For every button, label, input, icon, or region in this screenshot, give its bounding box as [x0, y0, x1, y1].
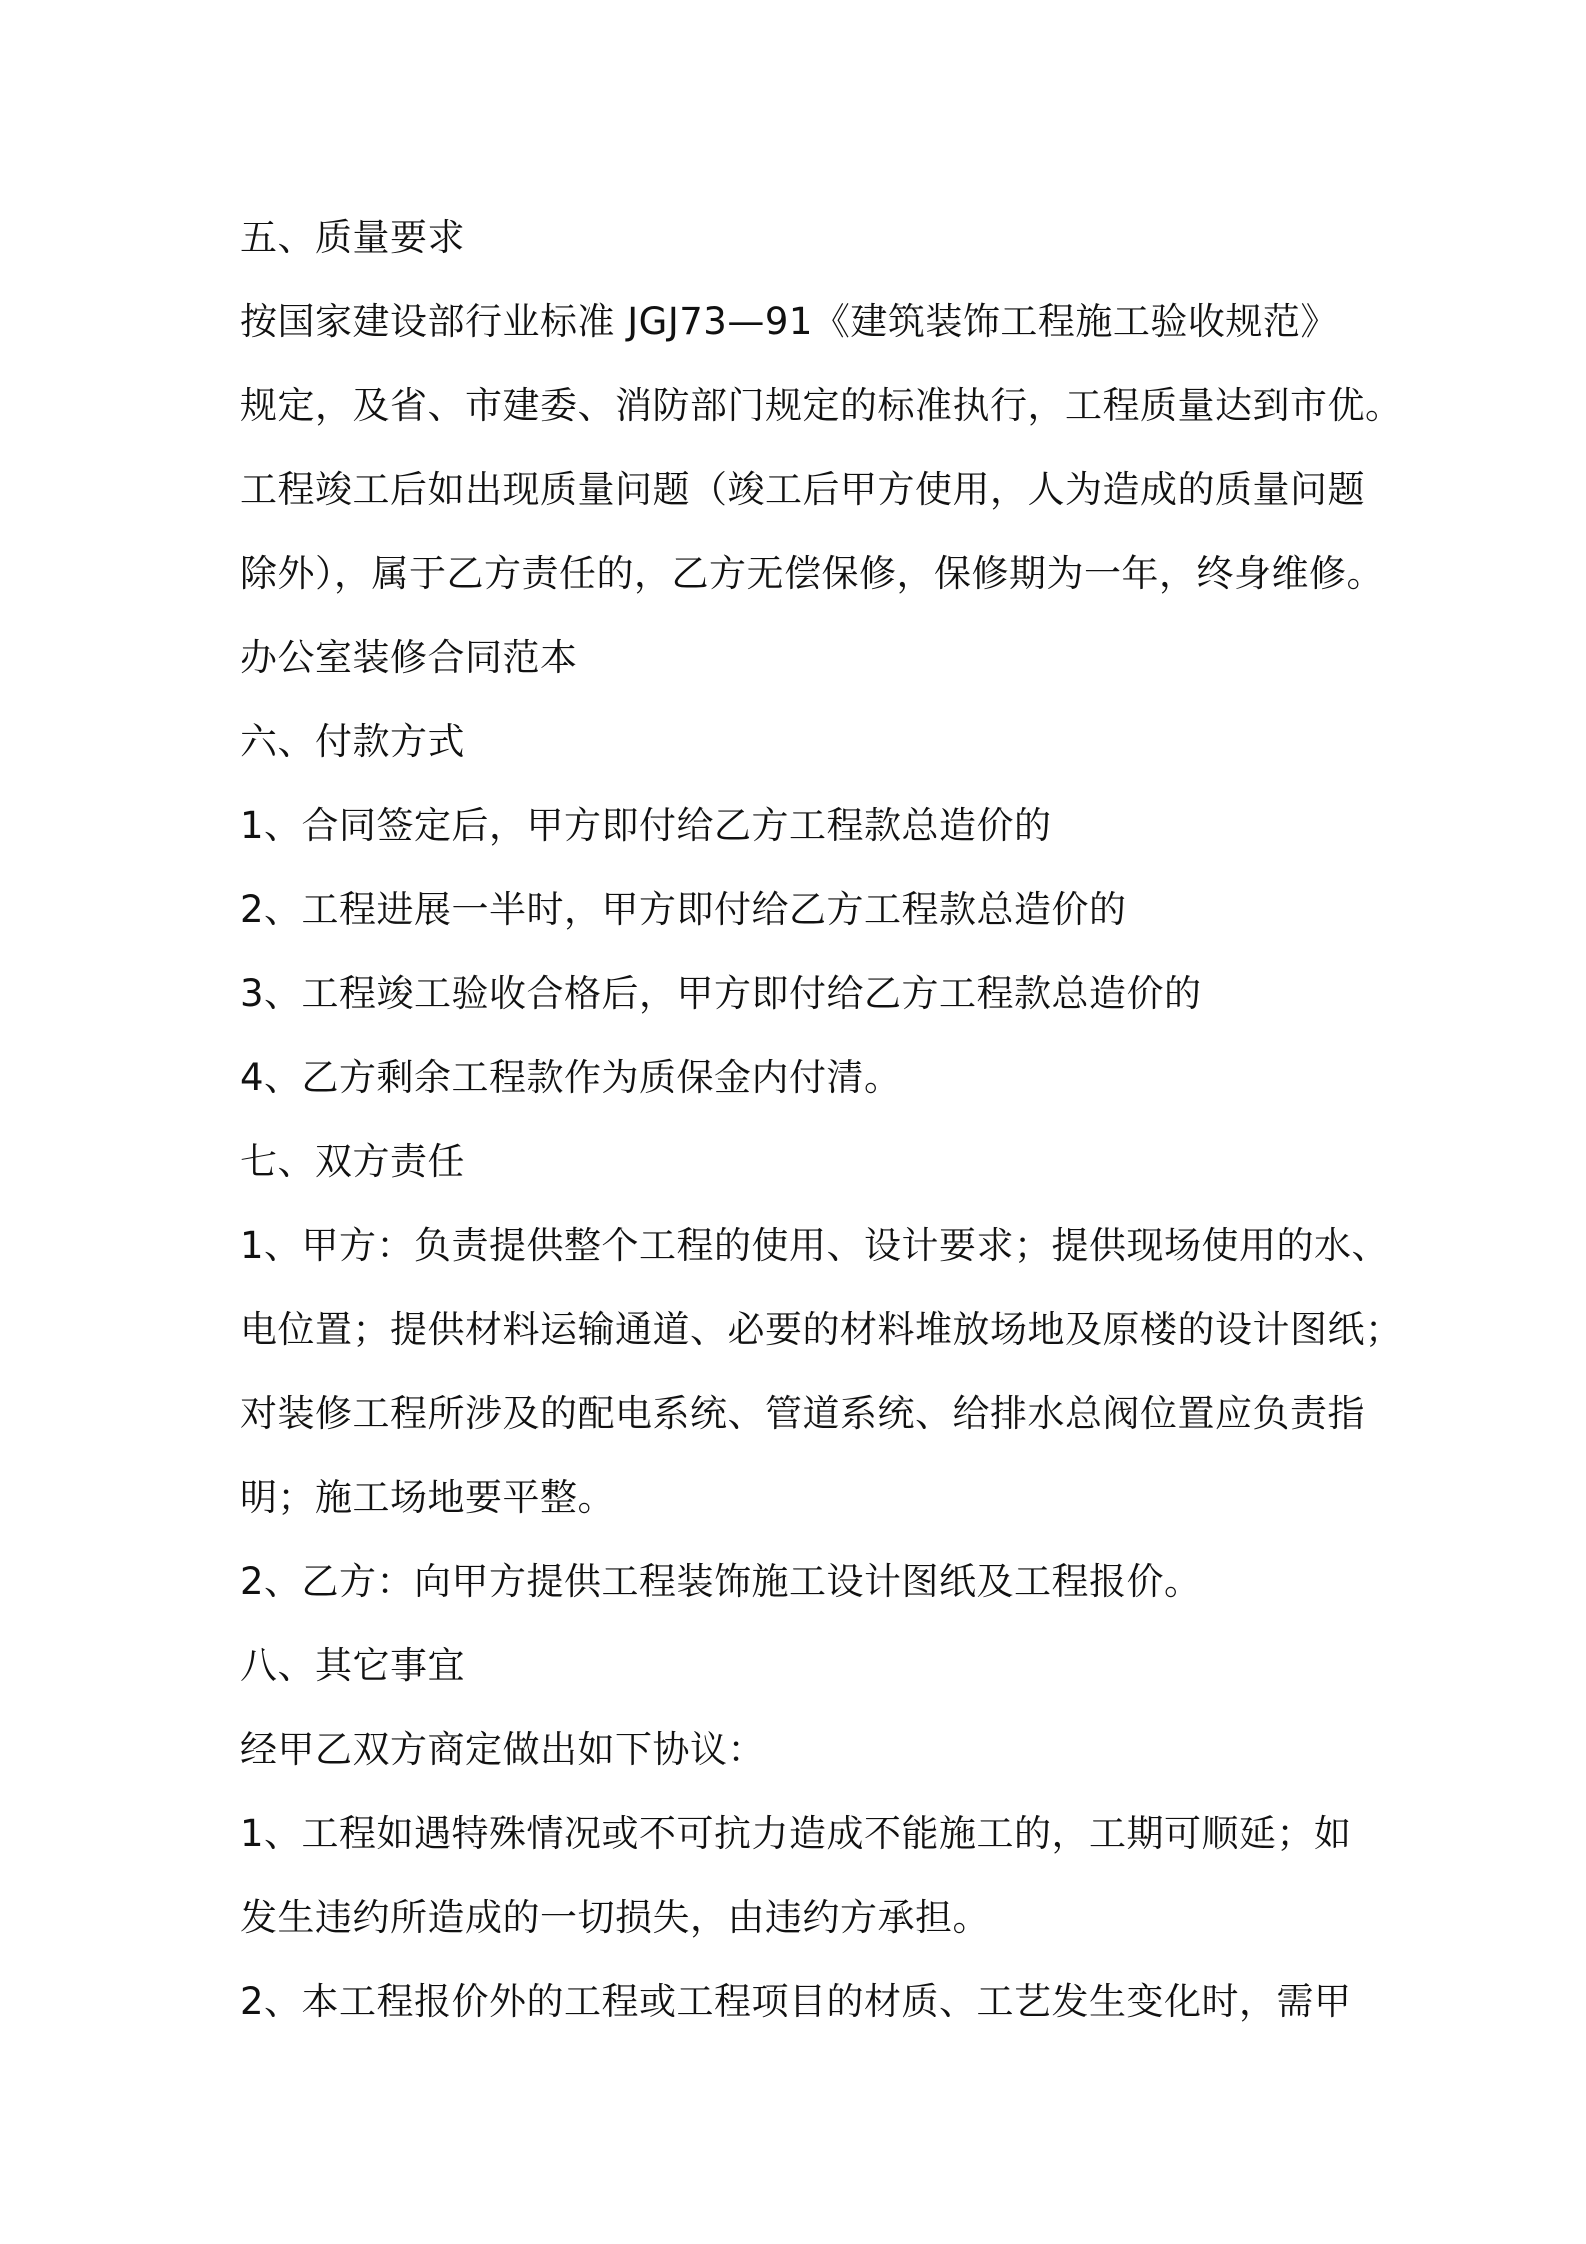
section-heading-other: 八、其它事宜 — [240, 1644, 465, 1687]
paragraph-line: 经甲乙双方商定做出如下协议： — [240, 1728, 765, 1771]
list-item: 1、合同签定后，甲方即付给乙方工程款总造价的 — [240, 804, 1052, 847]
list-item: 4、乙方剩余工程款作为质保金内付清。 — [240, 1056, 902, 1099]
section-heading-quality: 五、质量要求 — [240, 216, 465, 259]
document-title-line: 办公室装修合同范本 — [240, 636, 578, 679]
list-item: 1、甲方：负责提供整个工程的使用、设计要求；提供现场使用的水、 — [240, 1224, 1390, 1267]
paragraph-line: 电位置；提供材料运输通道、必要的材料堆放场地及原楼的设计图纸； — [240, 1308, 1403, 1351]
paragraph-line: 工程竣工后如出现质量问题（竣工后甲方使用，人为造成的质量问题 — [240, 468, 1365, 511]
list-item: 1、工程如遇特殊情况或不可抗力造成不能施工的，工期可顺延；如 — [240, 1812, 1352, 1855]
paragraph-line: 发生违约所造成的一切损失，由违约方承担。 — [240, 1896, 990, 1939]
paragraph-line: 按国家建设部行业标准 JGJ73—91《建筑装饰工程施工验收规范》 — [240, 300, 1338, 343]
paragraph-line: 除外），属于乙方责任的，乙方无偿保修，保修期为一年，终身维修。 — [240, 552, 1384, 595]
paragraph-line: 对装修工程所涉及的配电系统、管道系统、给排水总阀位置应负责指 — [240, 1392, 1365, 1435]
section-heading-payment: 六、付款方式 — [240, 720, 465, 763]
paragraph-line: 规定，及省、市建委、消防部门规定的标准执行，工程质量达到市优。 — [240, 384, 1403, 427]
list-item: 3、工程竣工验收合格后，甲方即付给乙方工程款总造价的 — [240, 972, 1202, 1015]
list-item: 2、乙方：向甲方提供工程装饰施工设计图纸及工程报价。 — [240, 1560, 1202, 1603]
section-heading-responsibilities: 七、双方责任 — [240, 1140, 465, 1183]
paragraph-line: 明；施工场地要平整。 — [240, 1476, 615, 1519]
document-body — [240, 196, 1403, 2044]
list-item: 2、本工程报价外的工程或工程项目的材质、工艺发生变化时，需甲 — [240, 1980, 1352, 2023]
list-item: 2、工程进展一半时，甲方即付给乙方工程款总造价的 — [240, 888, 1127, 931]
